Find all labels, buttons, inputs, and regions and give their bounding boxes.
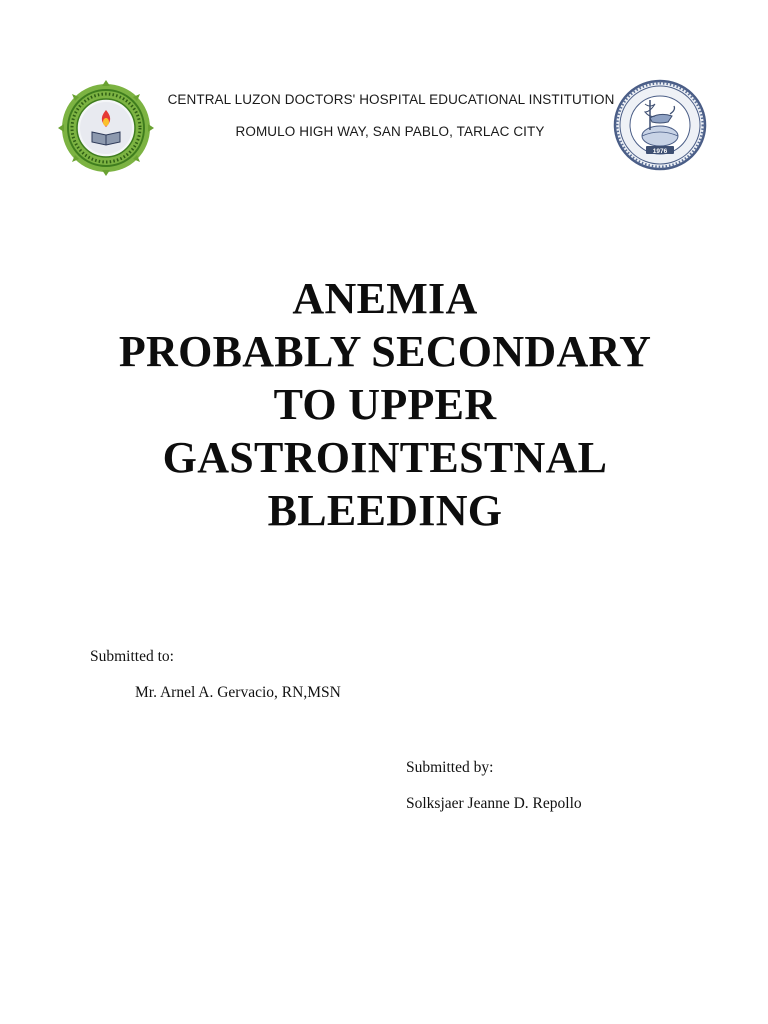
institution-address: ROMULO HIGH WAY, SAN PABLO, TARLAC CITY [235,124,545,139]
title-line-5: BLEEDING [267,486,503,535]
title-line-3: TO UPPER [273,380,497,429]
submitted-to-name: Mr. Arnel A. Gervacio, RN,MSN [135,684,341,701]
submitted-to-label: Submitted to: [90,648,174,665]
title-line-2: PROBABLY SECONDARY [118,327,652,376]
report-title [70,272,700,537]
title-line-4: GASTROINTESTNAL [162,433,608,482]
seal-year: 1976 [652,147,668,155]
submitted-by-label: Submitted by: [406,759,494,776]
title-line-1: ANEMIA [292,274,478,323]
submitted-by-name: Solksjaer Jeanne D. Repollo [406,795,582,812]
institution-name: CENTRAL LUZON DOCTORS' HOSPITAL EDUCATIONAL INSTITUTION [167,92,615,107]
college-of-nursing-seal-icon [612,78,708,172]
